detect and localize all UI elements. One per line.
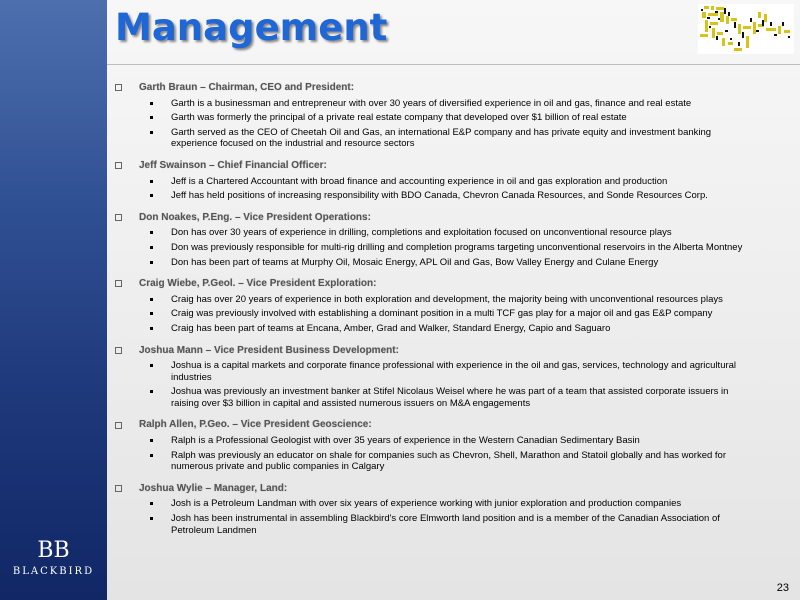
- section-heading: [114, 483, 754, 495]
- square-bullet-icon: [150, 364, 153, 367]
- bullet-text: Craig has over 20 years of experience in both exploration and development, the majority being with unconventional resources plays: [171, 293, 723, 305]
- bullet-list: [114, 498, 754, 536]
- bullet-text: Don has been part of teams at Murphy Oil, Mosaic Energy, APL Oil and Gas, Bow Valley Energy and Culane Energy: [171, 256, 659, 268]
- list-item: [114, 323, 754, 335]
- section-heading: [114, 82, 754, 94]
- logo-wordmark: BLACKBIRD: [12, 566, 95, 577]
- list-item: [114, 435, 754, 447]
- section-heading-text: Joshua Mann – Vice President Business Development:: [139, 344, 399, 356]
- header-divider: [107, 64, 800, 65]
- bullet-text: Jeff is a Chartered Accountant with broad finance and accounting experience in oil and gas exploration and production: [171, 175, 668, 187]
- section-heading-text: Don Noakes, P.Eng. – Vice President Operations:: [139, 211, 371, 223]
- hollow-square-bullet-icon: [115, 280, 122, 287]
- section-heading-text: Ralph Allen, P.Geo. – Vice President Geoscience:: [139, 419, 372, 431]
- list-item: [114, 498, 754, 510]
- bullet-text: Josh has been instrumental in assembling Blackbird's core Elmworth land position and is a member of the Canadian Association of Petroleum Landmen: [171, 513, 720, 536]
- bullet-list: [114, 360, 754, 409]
- hollow-square-bullet-icon: [115, 347, 122, 354]
- page-number: 23: [776, 582, 789, 594]
- section-heading: [114, 419, 754, 431]
- list-item: [114, 112, 754, 124]
- section-heading-text: Garth Braun – Chairman, CEO and President:: [139, 82, 355, 93]
- management-section: [114, 278, 754, 334]
- square-bullet-icon: [150, 102, 153, 105]
- sidebar-band: [0, 0, 107, 600]
- bullet-text: Ralph is a Professional Geologist with over 35 years of experience in the Western Canadian Sedimentary Basin: [171, 435, 640, 447]
- list-item: [114, 308, 754, 320]
- bullet-text: Garth served as the CEO of Cheetah Oil and Gas, an international E&P company and has private equity and investment banking experience focused on the industrial and resource sectors: [171, 126, 712, 150]
- list-item: [114, 127, 754, 150]
- management-section: [114, 345, 754, 410]
- section-heading-text: Jeff Swainson – Chief Financial Officer:: [139, 159, 327, 171]
- management-section: [114, 419, 754, 472]
- slide-title: Management: [115, 6, 388, 49]
- list-item: [114, 360, 754, 383]
- bullet-text: Garth is a businessman and entrepreneur with over 30 years of diversified experience in oil and gas, finance and real estate: [171, 97, 692, 109]
- square-bullet-icon: [150, 261, 153, 264]
- decorative-pattern-icon: [698, 4, 794, 54]
- square-bullet-icon: [150, 180, 153, 183]
- square-bullet-icon: [150, 298, 153, 301]
- bullet-list: [114, 227, 754, 268]
- square-bullet-icon: [150, 131, 153, 134]
- square-bullet-icon: [150, 116, 153, 119]
- square-bullet-icon: [150, 312, 153, 315]
- bullet-text: Craig has been part of teams at Encana, Amber, Grad and Walker, Standard Energy, Capio and Saguaro: [171, 322, 611, 334]
- bullet-list: [114, 98, 754, 150]
- bullet-text: Ralph was previously an educator on shale for companies such as Chevron, Shell, Marathon and Statoil globally and has worked for numerous private and public companies in Calgary: [171, 449, 727, 473]
- list-item: [114, 294, 754, 306]
- hollow-square-bullet-icon: [115, 485, 122, 492]
- square-bullet-icon: [150, 517, 153, 520]
- square-bullet-icon: [150, 439, 153, 442]
- square-bullet-icon: [150, 390, 153, 393]
- list-item: [114, 190, 754, 202]
- square-bullet-icon: [150, 327, 153, 330]
- bullet-text: Craig was previously involved with establishing a dominant position in a multi TCF gas play for a major oil and gas E&P company: [171, 308, 713, 320]
- square-bullet-icon: [150, 246, 153, 249]
- bullet-text: Don has over 30 years of experience in drilling, completions and exploitation focused on unconventional resource plays: [171, 227, 672, 239]
- bullet-list: [114, 435, 754, 473]
- bullet-text: Don was previously responsible for multi-rig drilling and completion programs targeting unconventional reservoirs in the Alberta Montney: [171, 241, 743, 253]
- management-section: [114, 212, 754, 268]
- list-item: [114, 450, 754, 473]
- section-heading: [114, 160, 754, 172]
- company-logo: [0, 540, 107, 577]
- square-bullet-icon: [150, 502, 153, 505]
- list-item: [114, 227, 754, 239]
- square-bullet-icon: [150, 231, 153, 234]
- section-heading-text: Joshua Wylie – Manager, Land:: [139, 482, 288, 494]
- hollow-square-bullet-icon: [115, 84, 122, 91]
- management-section: [114, 483, 754, 536]
- management-section: [114, 160, 754, 202]
- hollow-square-bullet-icon: [115, 422, 122, 429]
- management-section: [114, 82, 754, 150]
- bullet-text: Joshua was previously an investment banker at Stifel Nicolaus Weisel where he was part of a team that assisted corporate issuers in raising over $3 billion in capital and assisted numerous issuers on M&A engagements: [171, 386, 729, 409]
- list-item: [114, 513, 754, 536]
- section-heading: [114, 212, 754, 224]
- management-list: [114, 82, 754, 546]
- hollow-square-bullet-icon: [115, 214, 122, 221]
- list-item: [114, 386, 754, 409]
- section-heading: [114, 278, 754, 290]
- logo-mark-icon: BB: [37, 538, 70, 563]
- section-heading: [114, 345, 754, 357]
- hollow-square-bullet-icon: [115, 162, 122, 169]
- bullet-list: [114, 294, 754, 335]
- bullet-text: Josh is a Petroleum Landman with over six years of experience working with junior exploration and production companies: [171, 498, 682, 510]
- bullet-text: Garth was formerly the principal of a private real estate company that developed over $1 billion of real estate: [171, 112, 627, 124]
- bullet-text: Jeff has held positions of increasing responsibility with BDO Canada, Chevron Canada Resources, and Sonde Resources Corp.: [171, 190, 708, 202]
- list-item: [114, 242, 754, 254]
- bullet-text: Joshua is a capital markets and corporate finance professional with experience in the oil and gas, services, technology and agricultural industries: [171, 360, 737, 383]
- bullet-list: [114, 176, 754, 202]
- square-bullet-icon: [150, 454, 153, 457]
- square-bullet-icon: [150, 194, 153, 197]
- list-item: [114, 257, 754, 269]
- list-item: [114, 98, 754, 110]
- section-heading-text: Craig Wiebe, P.Geol. – Vice President Exploration:: [139, 278, 377, 290]
- list-item: [114, 176, 754, 188]
